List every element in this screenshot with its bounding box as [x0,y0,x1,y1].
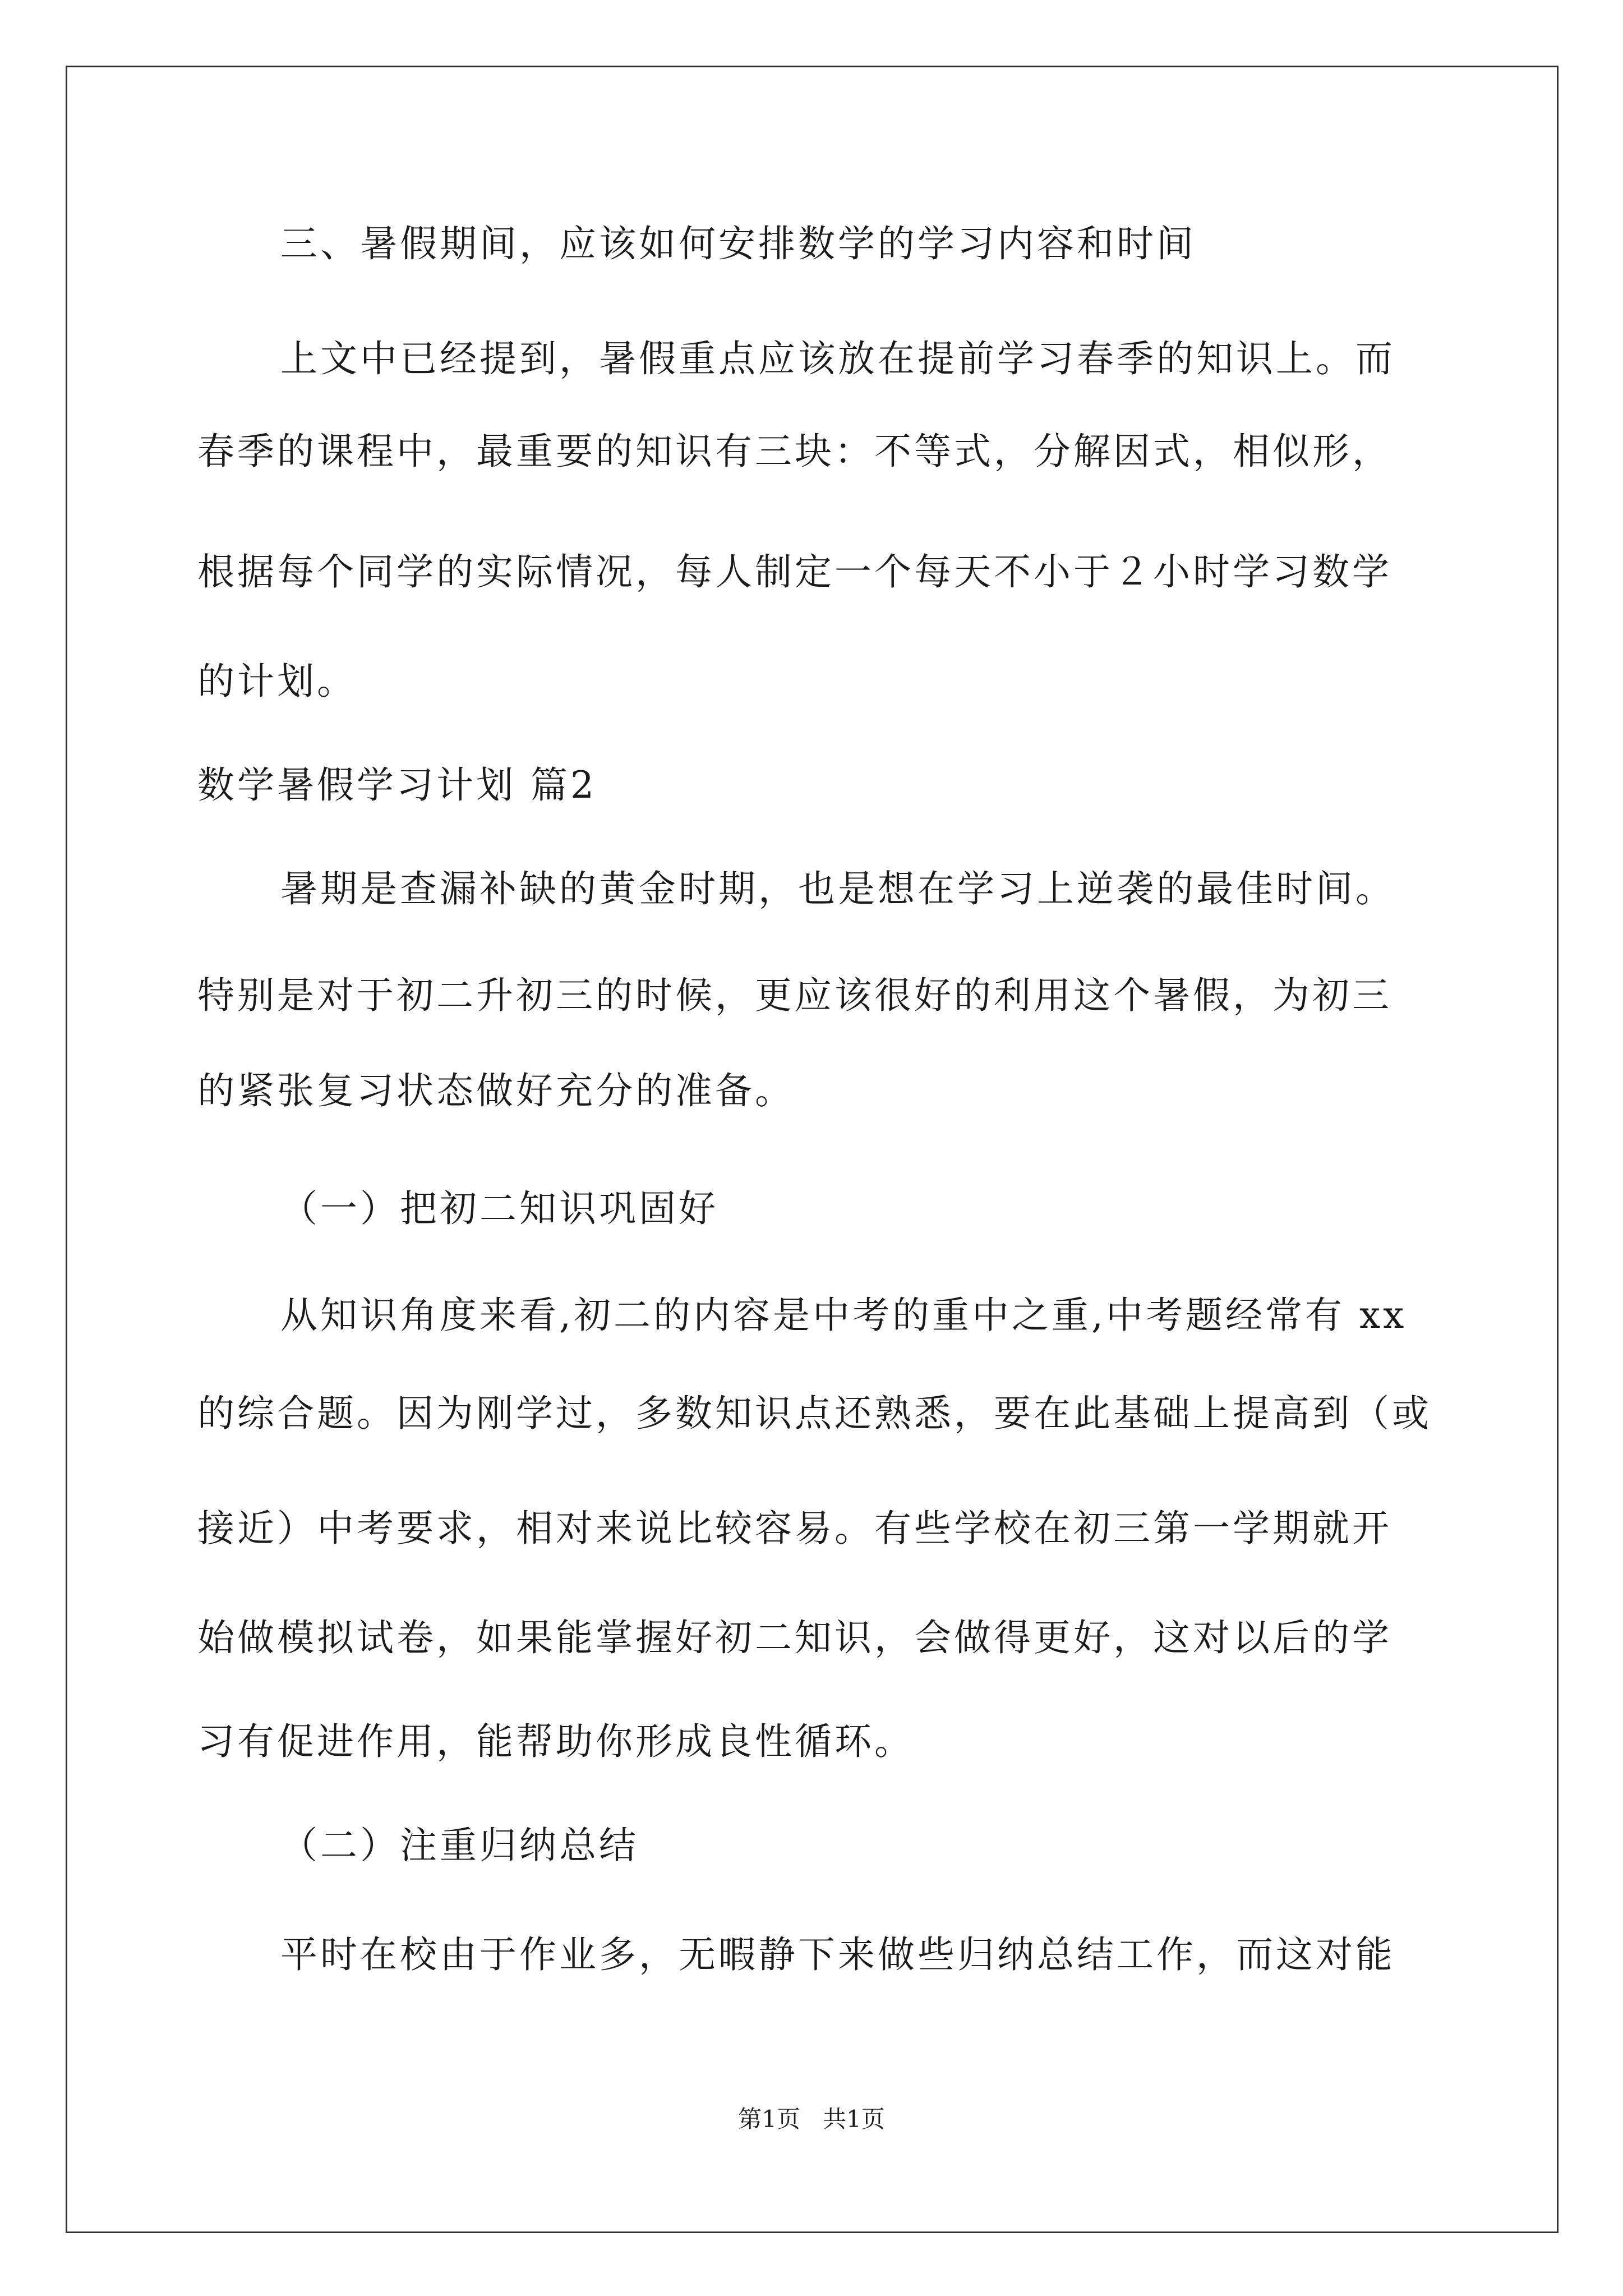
paragraph-line: 春季的课程中，最重要的知识有三块：不等式，分解因式，相似形， [197,430,1392,473]
paragraph-line: 习有促进作用，能帮助你形成良性循环。 [197,1720,914,1763]
paragraph-line: 始做模拟试卷，如果能掌握好初二知识，会做得更好，这对以后的学 [197,1616,1392,1659]
paragraph-line: 上文中已经提到，暑假重点应该放在提前学习春季的知识上。而 [280,337,1395,380]
page-footer: 第1页 共1页 [738,2105,885,2133]
paragraph-line: 特别是对于初二升初三的时候，更应该很好的利用这个暑假，为初三 [197,974,1392,1017]
heading-section-3: 三、暑假期间，应该如何安排数学的学习内容和时间 [280,222,1196,265]
paragraph-line: 从知识角度来看,初二的内容是中考的重中之重,中考题经常有 xx [280,1294,1407,1337]
subheading-1: （一）把初二知识巩固好 [280,1187,718,1230]
paragraph-line: 的紧张复习状态做好充分的准备。 [197,1069,795,1112]
paragraph-line: 平时在校由于作业多，无暇静下来做些归纳总结工作，而这对能 [280,1933,1395,1976]
paragraph-line: 暑期是查漏补缺的黄金时期，也是想在学习上逆袭的最佳时间。 [280,867,1395,910]
paragraph-line: 的综合题。因为刚学过，多数知识点还熟悉，要在此基础上提高到（或 [197,1392,1432,1435]
page-border [66,66,1559,2233]
section-title: 数学暑假学习计划 篇2 [197,763,597,807]
paragraph-line: 接近）中考要求，相对来说比较容易。有些学校在初三第一学期就开 [197,1507,1392,1550]
subheading-2: （二）注重归纳总结 [280,1824,639,1867]
paragraph-line: 的计划。 [197,660,357,703]
paragraph-line: 根据每个同学的实际情况，每人制定一个每天不小于２小时学习数学 [197,550,1392,593]
